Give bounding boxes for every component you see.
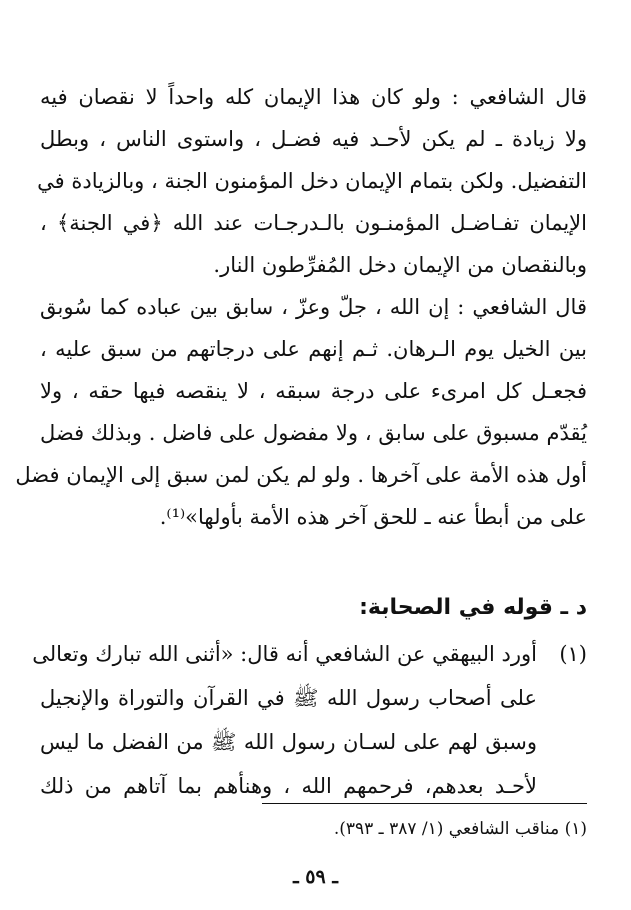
page-number: ـ ٥٩ ـ: [293, 866, 338, 888]
item-body: [32, 632, 537, 808]
footnote-divider: [262, 803, 587, 804]
paragraph-line: بين الخيل يوم الـرهان. ثـم إنهم على درجاتهم من سبق عليه ،: [40, 337, 587, 361]
paragraph-line: الإيمان تفـاضـل المؤمنـون بالـدرجـات عند الله ﴿في الجنة﴾ ،: [40, 211, 587, 235]
item-line: لأحـد بعدهم، فرحمهم الله ، وهنأهم بما آتاهم من ذلك: [40, 774, 537, 798]
paragraph-2: [15, 286, 587, 538]
paragraph-line: على من أبطأ عنه ـ للحق آخر هذه الأمة بأولها»⁽¹⁾.: [159, 505, 587, 529]
paragraph-1: [37, 76, 587, 286]
paragraph-line: قال الشافعي : إن الله ، جلّ وعزّ ، سابق بين عباده كما سُوبق: [40, 295, 587, 319]
section-heading: د ـ قوله في الصحابة:: [359, 595, 587, 620]
paragraph-line: يُقدّم مسبوق على سابق ، ولا مفضول على فاضل . وبذلك فضل: [40, 421, 587, 445]
paragraph-line: وبالنقصان من الإيمان دخل المُفرِّطون النار.: [213, 253, 587, 277]
paragraph-line: التفضيل. ولكن بتمام الإيمان دخل المؤمنون الجنة ، وبالزيادة في: [37, 169, 587, 193]
paragraph-line: أول هذه الأمة على آخرها . ولو لم يكن لمن سبق إلى الإيمان فضل: [15, 463, 587, 487]
footnote: (١) مناقب الشافعي (١/ ٣٨٧ ـ ٣٩٣).: [333, 819, 587, 839]
paragraph-line: قال الشافعي : ولو كان هذا الإيمان كله واحداً لا نقصان فيه: [40, 85, 587, 109]
item-line: أورد البيهقي عن الشافعي أنه قال: «أثنى الله تبارك وتعالى: [32, 642, 537, 666]
item-line: وسبق لهم على لسـان رسول الله ﷺ من الفضل ما ليس: [40, 730, 537, 754]
item-line: على أصحاب رسول الله ﷺ في القرآن والتوراة والإنجيل: [40, 686, 537, 710]
paragraph-line: فجعـل كل امرىء على درجة سبقه ، لا ينقصه فيها حقه ، ولا: [40, 379, 587, 403]
numbered-item-1: [32, 632, 587, 808]
paragraph-line: ولا زيادة ـ لم يكن لأحـد فيه فضـل ، واستوى الناس ، وبطل: [40, 127, 587, 151]
item-number: (١): [559, 642, 587, 666]
